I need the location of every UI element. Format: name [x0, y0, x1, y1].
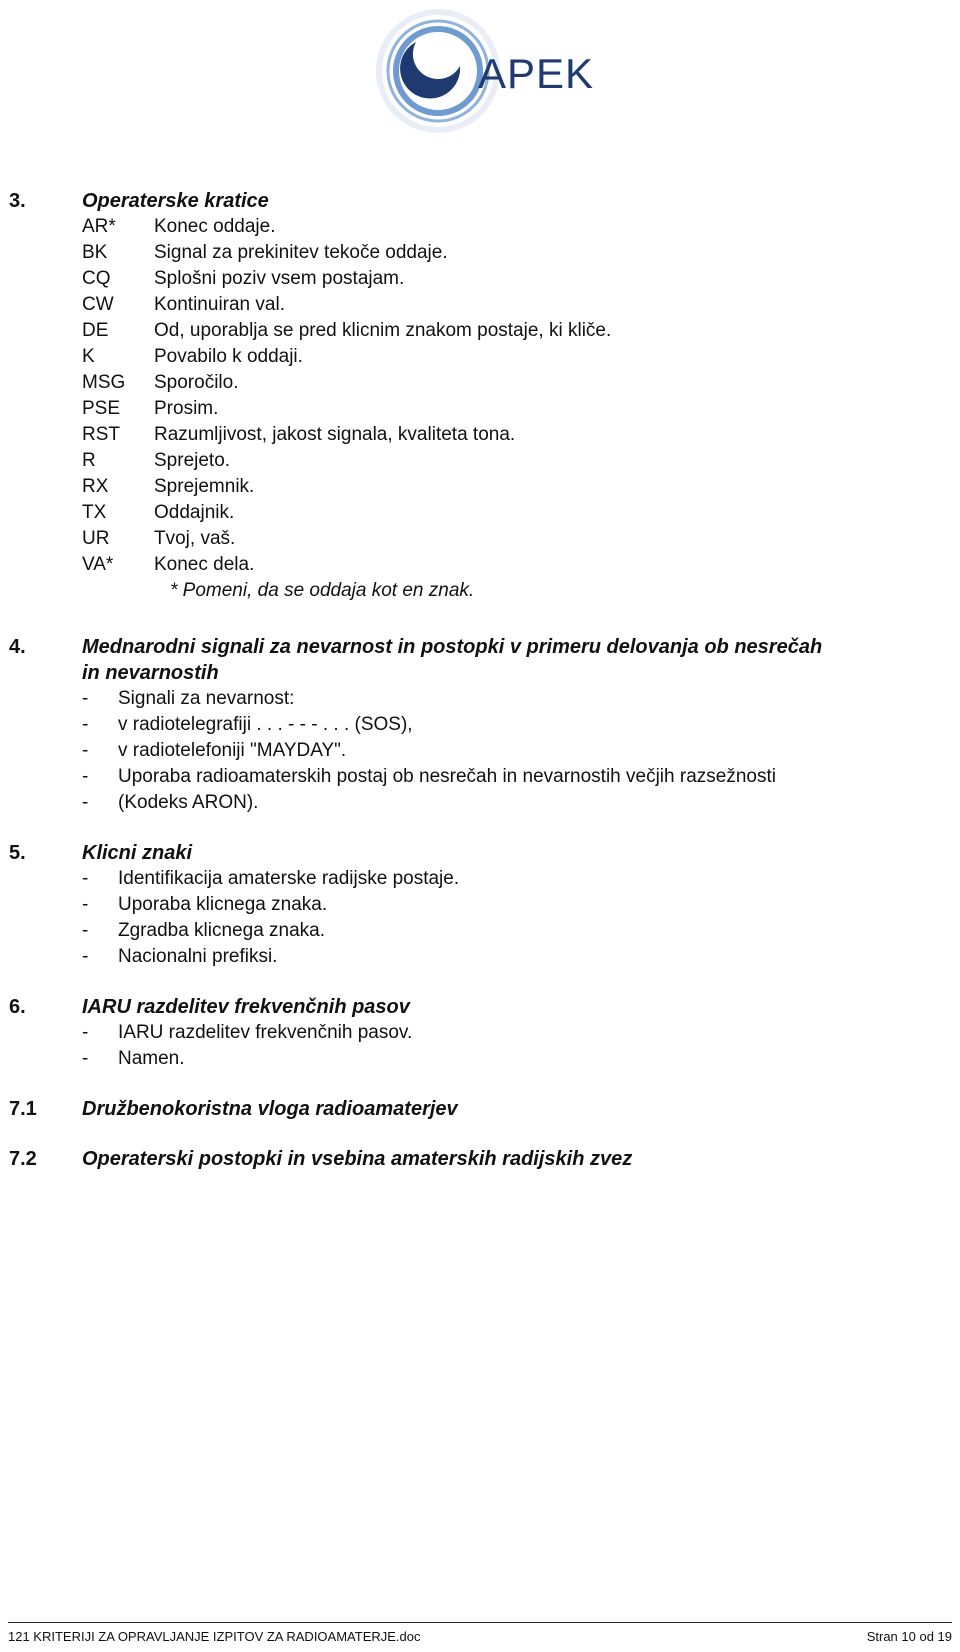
section-number: 7.2: [9, 1148, 37, 1170]
list-item: [0, 686, 960, 712]
abbr-key: AR*: [82, 216, 116, 237]
bullet-dash: -: [82, 792, 89, 813]
abbr-desc: Tvoj, vaš.: [154, 528, 236, 549]
abbr-desc: Prosim.: [154, 398, 219, 419]
abbr-desc: Signal za prekinitev tekoče oddaje.: [154, 242, 448, 263]
section-number: 5.: [9, 842, 26, 864]
abbreviation-row: [0, 422, 960, 448]
abbr-desc: Splošni poziv vsem postajam.: [154, 268, 405, 289]
abbreviation-row: [0, 292, 960, 318]
section-title: Mednarodni signali za nevarnost in postopki v primeru delovanja ob nesrečah: [82, 636, 823, 658]
bullet-dash: -: [82, 740, 89, 761]
abbreviation-row: [0, 318, 960, 344]
list-item-text: IARU razdelitev frekvenčnih pasov.: [118, 1022, 413, 1043]
section-title: Operaterske kratice: [82, 190, 269, 212]
bullet-dash: -: [82, 1022, 89, 1043]
abbr-key: R: [82, 450, 96, 471]
list-item-text: (Kodeks ARON).: [118, 792, 259, 813]
section-7-1: [0, 1096, 960, 1122]
section-number: 4.: [9, 636, 26, 658]
abbr-desc: Konec dela.: [154, 554, 255, 575]
section-heading: [0, 188, 960, 214]
list-item: [0, 944, 960, 970]
bullet-dash: -: [82, 868, 89, 889]
abbreviation-note: * Pomeni, da se oddaja kot en znak.: [170, 580, 475, 601]
list-item: [0, 918, 960, 944]
section-6: [0, 994, 960, 1072]
section-heading: [0, 840, 960, 866]
abbr-key: UR: [82, 528, 110, 549]
abbr-desc: Oddajnik.: [154, 502, 235, 523]
abbreviation-row: [0, 240, 960, 266]
section-title: IARU razdelitev frekvenčnih pasov: [82, 996, 410, 1018]
list-item: [0, 738, 960, 764]
section-number: 3.: [9, 190, 26, 212]
abbr-desc: Sprejemnik.: [154, 476, 255, 497]
list-item: [0, 1046, 960, 1072]
bullet-dash: -: [82, 946, 89, 967]
abbreviation-row: [0, 344, 960, 370]
abbr-desc: Povabilo k oddaji.: [154, 346, 303, 367]
list-item-text: Zgradba klicnega znaka.: [118, 920, 326, 941]
list-item: [0, 764, 960, 790]
abbr-desc: Konec oddaje.: [154, 216, 276, 237]
list-item: [0, 790, 960, 816]
section-heading: [0, 1096, 960, 1122]
abbr-key: RST: [82, 424, 120, 445]
apek-logo-text: APEK: [478, 50, 595, 97]
abbr-desc: Sporočilo.: [154, 372, 239, 393]
abbr-key: DE: [82, 320, 109, 341]
list-item-text: Namen.: [118, 1048, 185, 1069]
abbreviation-row: [0, 500, 960, 526]
abbreviation-row: [0, 396, 960, 422]
section-heading: [0, 994, 960, 1020]
section-7-2: [0, 1146, 960, 1172]
list-item-text: Nacionalni prefiksi.: [118, 946, 278, 967]
section-title: Družbenokoristna vloga radioamaterjev: [82, 1098, 458, 1120]
abbr-key: MSG: [82, 372, 126, 393]
footer-doc-name: 121 KRITERIJI ZA OPRAVLJANJE IZPITOV ZA RADIOAMATERJE.doc: [8, 1629, 421, 1644]
bullet-dash: -: [82, 714, 89, 735]
list-item-text: v radiotelefoniji "MAYDAY".: [118, 740, 347, 761]
list-item: [0, 866, 960, 892]
abbreviation-row: [0, 552, 960, 578]
section-number: 7.1: [9, 1098, 37, 1120]
section-title-continued: in nevarnostih: [82, 662, 219, 684]
list-item: [0, 712, 960, 738]
abbreviation-row: [0, 474, 960, 500]
abbr-desc: Sprejeto.: [154, 450, 231, 471]
section-3: [0, 188, 960, 604]
list-item-text: Uporaba radioamaterskih postaj ob nesrečah in nevarnostih večjih razsežnosti: [118, 766, 776, 787]
bullet-dash: -: [82, 1048, 89, 1069]
page-footer: [8, 1622, 952, 1644]
bullet-dash: -: [82, 688, 89, 709]
section-number: 6.: [9, 996, 26, 1018]
abbreviation-row: [0, 266, 960, 292]
list-item-text: Signali za nevarnost:: [118, 688, 295, 709]
abbr-key: PSE: [82, 398, 121, 419]
abbr-key: CQ: [82, 268, 111, 289]
bullet-dash: -: [82, 894, 89, 915]
section-5: [0, 840, 960, 970]
section-title: Operaterski postopki in vsebina amaterskih radijskih zvez: [82, 1148, 633, 1170]
section-heading: [0, 1146, 960, 1172]
abbr-key: VA*: [82, 554, 114, 575]
abbr-key: K: [82, 346, 95, 367]
list-item-text: Uporaba klicnega znaka.: [118, 894, 328, 915]
list-item: [0, 892, 960, 918]
abbreviation-row: [0, 214, 960, 240]
bullet-dash: -: [82, 766, 89, 787]
abbreviation-row: [0, 370, 960, 396]
document-body: [0, 188, 960, 1172]
abbr-desc: Od, uporablja se pred klicnim znakom postaje, ki kliče.: [154, 320, 612, 341]
abbr-key: TX: [82, 502, 107, 523]
list-item-text: Identifikacija amaterske radijske postaje.: [118, 868, 460, 889]
section-4: [0, 634, 960, 816]
section-title: Klicni znaki: [82, 842, 193, 864]
abbr-desc: Razumljivost, jakost signala, kvaliteta tona.: [154, 424, 516, 445]
list-item-text: v radiotelegrafiji . . . - - - . . . (SOS),: [118, 714, 413, 735]
footer-page-number: Stran 10 od 19: [866, 1629, 952, 1644]
abbreviation-row: [0, 448, 960, 474]
bullet-dash: -: [82, 920, 89, 941]
abbr-key: RX: [82, 476, 109, 497]
section-heading: [0, 634, 960, 660]
list-item: [0, 1020, 960, 1046]
abbr-key: BK: [82, 242, 108, 263]
abbreviation-row: [0, 526, 960, 552]
abbr-desc: Kontinuiran val.: [154, 294, 285, 315]
abbr-key: CW: [82, 294, 114, 315]
